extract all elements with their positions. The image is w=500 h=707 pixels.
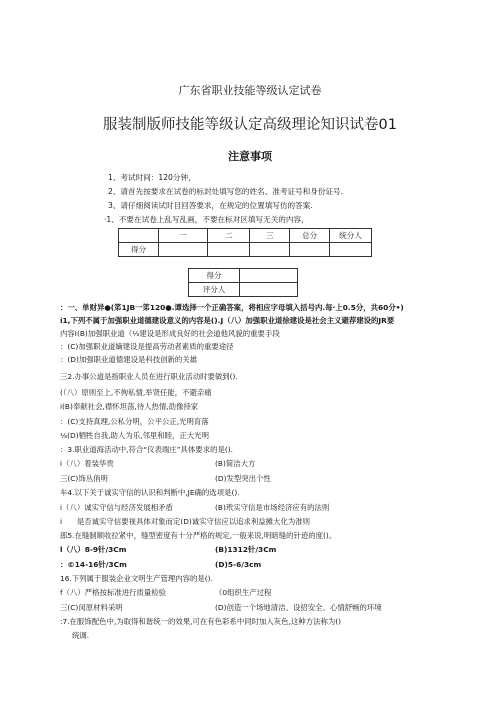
question-line: (B)1312针/3Cm bbox=[215, 545, 277, 554]
question-line: ：(C)支持真理,公私分明，公平公正,光明育落 bbox=[60, 417, 209, 426]
grader-row bbox=[189, 269, 298, 283]
grader-cell[interactable] bbox=[240, 269, 298, 283]
exam-title: 服装制版师技能等级认定高级理论知识试卷01 bbox=[103, 117, 397, 133]
score-table-row bbox=[119, 243, 372, 257]
question-line: 16.下列属于服装企业文明生产管理内容的是(). bbox=[60, 574, 213, 583]
question-line: (D)创造一个场地清洁、设招安全、心情舒畅的环境 bbox=[215, 603, 382, 612]
question-line: 统调. bbox=[72, 631, 90, 640]
question-line: 《0组织生产过程 bbox=[215, 588, 272, 597]
question-line: (（八）原则至上,不徇私情,举贤任能，不避亲痛 bbox=[60, 388, 212, 397]
score-header-cell bbox=[119, 229, 159, 243]
grader-table bbox=[188, 268, 298, 297]
question-line: 三(C)闵原材料采明 bbox=[60, 603, 123, 612]
note-item: ·1、不要在试卷上乱写乱画，不要在标对区填写无关的内容， bbox=[104, 215, 309, 224]
question-line: 三(C)饰丛俏明 bbox=[60, 474, 108, 483]
score-header-cell: 总分 bbox=[290, 229, 330, 243]
question-line: (D)5-6/3cm bbox=[215, 560, 262, 569]
section-heading: ：一、单财异●(笫1JB一笫120●.谭选择一个正确答案，将相应字母填入括号内.每·上0.5分，共60分•) bbox=[60, 303, 404, 312]
question-line: ⅛(D)牺牲自我,助人为乐,邻里和睦，正大光明 bbox=[60, 431, 209, 440]
score-cell[interactable] bbox=[208, 243, 250, 257]
grader-label: 评分人 bbox=[189, 283, 240, 297]
question-line: ：©14-16针/3Cm bbox=[60, 560, 127, 569]
question-line: 内容I(B)加强职业道（⅓建设是形成良好的社会道他风貌的重要手段 bbox=[60, 329, 280, 338]
question-line: ：3.职业道海活动中,符合“仪表端庄”具体要求的是(). bbox=[60, 445, 233, 454]
question-line: 车4.以下关于诚实守信的认识和判断中,JE确的选项是(). bbox=[60, 488, 240, 497]
score-table-header-row bbox=[119, 229, 372, 243]
grader-label: 得分 bbox=[189, 269, 240, 283]
question-line: (B)简洁大方 bbox=[215, 459, 256, 468]
score-cell[interactable] bbox=[250, 243, 290, 257]
question-line: ：(C)加强职业道嫡建设是提高劳动者素质的重要途径 bbox=[60, 342, 234, 351]
question-line: :7.在服饰配色中,为取得和谐统一的效果,可在有色彩系中同时加入灰色,这种方法称为() bbox=[60, 617, 342, 626]
score-cell[interactable] bbox=[330, 243, 372, 257]
grader-row bbox=[189, 283, 298, 297]
score-header-cell: 统分人 bbox=[330, 229, 372, 243]
note-item: 1、考试时间：120分钟， bbox=[108, 173, 196, 182]
org-title: 广东省职业技能等级认定试卷 bbox=[178, 84, 322, 97]
question-line: ：(D)加强职业道德建设是科技创新的关雄 bbox=[60, 355, 198, 364]
score-table bbox=[118, 228, 372, 257]
question-line: l（八）8-9针/3Cm bbox=[60, 545, 127, 554]
note-item: 2、请首先按要求在试卷的标封处填写您的姓名、准考证号和身份证号. bbox=[108, 187, 344, 196]
question-line: i(B)奉献社会,襟怀坦荡,待人热情,劭像持家 bbox=[60, 402, 199, 411]
question-line: f（八）严格按标准进行质量检验 bbox=[60, 588, 167, 597]
question-line: i（八）诚实守信与经济发展相矛盾 bbox=[60, 503, 173, 512]
grader-cell[interactable] bbox=[240, 283, 298, 297]
score-header-cell: 一 bbox=[158, 229, 208, 243]
question-line: 郎5.在缝制顺收拉紧中，缝型密度有十分严格的规定,一般来说,明暗缝的针迹的度()。 bbox=[60, 531, 337, 540]
question-line: (B)玳实守信是市场经济应有的法则 bbox=[215, 503, 330, 512]
note-item: 3、请仔细阅读试时目回答要求，在规定的位置填写仿的答案. bbox=[108, 201, 313, 210]
question-line: 三2.办事公道是指职业人员在进行职业活动时要做到(). bbox=[60, 372, 238, 381]
score-cell[interactable] bbox=[290, 243, 330, 257]
score-header-cell: 二 bbox=[208, 229, 250, 243]
score-row-label: 得分 bbox=[119, 243, 159, 257]
question-line: i1,下列不属于加强职业道德建设意义的内容是().J（八）加强职业道徐建设是社会主义避荐建设的JR要 bbox=[60, 316, 395, 325]
notice-heading: 注意事项 bbox=[228, 150, 272, 163]
score-cell[interactable] bbox=[158, 243, 208, 257]
question-line: i（八）着装华贵 bbox=[60, 459, 114, 468]
score-header-cell: 三 bbox=[250, 229, 290, 243]
question-line: i 是否诚实守信要视具体对象而定(D)诚实守信应以追求利益摊大化为准则 bbox=[60, 517, 311, 526]
question-line: (D)发型突出个性 bbox=[215, 474, 271, 483]
